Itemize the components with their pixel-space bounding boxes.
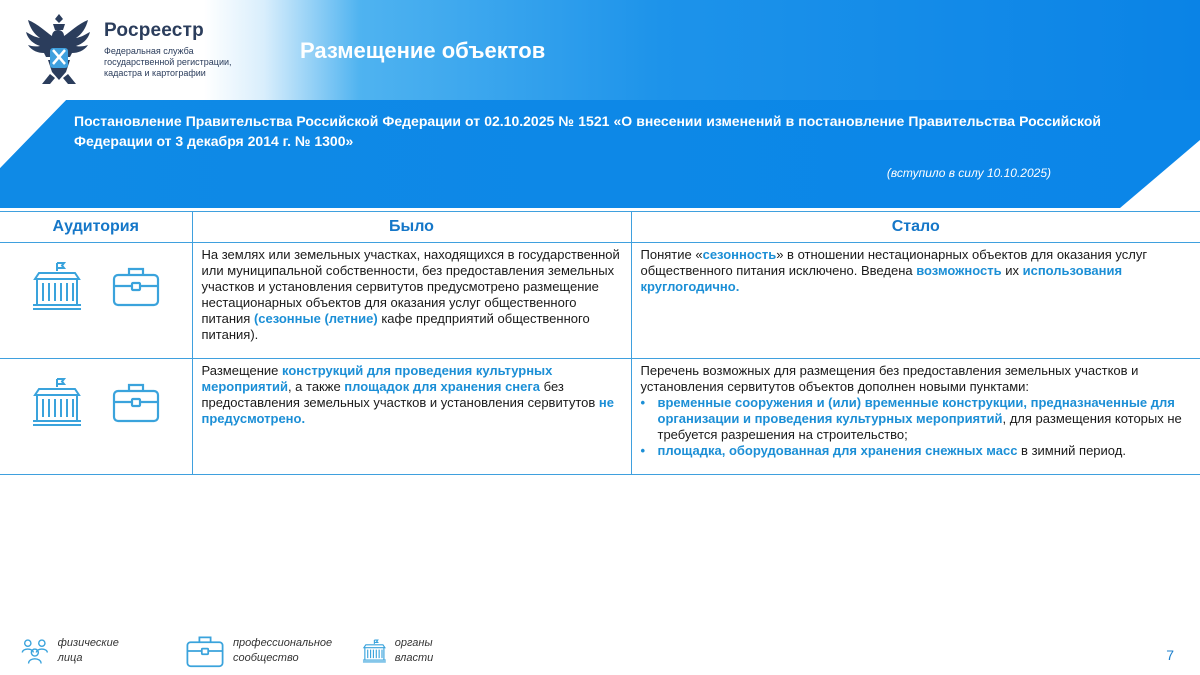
legend-label-individuals: физические лица bbox=[57, 637, 119, 664]
table-header-row bbox=[0, 212, 1200, 243]
was-text: кафе предприятий общественного питания). bbox=[201, 311, 590, 342]
legend-item-authorities bbox=[362, 633, 446, 669]
was-text-2 bbox=[202, 363, 614, 426]
became-highlight: использования круглогодично. bbox=[640, 263, 1123, 294]
decree-block bbox=[0, 100, 1200, 208]
was-highlight: (сезонные (летние) bbox=[253, 311, 378, 326]
was-text-1 bbox=[202, 247, 620, 342]
was-highlight: площадок для хранения снега bbox=[344, 379, 541, 394]
government-building-icon bbox=[362, 633, 387, 669]
government-building-icon bbox=[31, 377, 83, 427]
became-text: их bbox=[1001, 263, 1023, 278]
decree-effective-date: (вступило в силу 10.10.2025) bbox=[886, 166, 1051, 180]
briefcase-icon bbox=[111, 380, 161, 424]
decree-title: Постановление Правительства Российской Федерации от 02.10.2025 № 1521 «О внесении изменений в постановление Правительства Российской Федерации от 3 декабря 2014 г. № 1300» bbox=[74, 113, 1101, 149]
bullet-highlight: временные сооружения и (или) временные конструкции, предназначенные для организации и проведения культурных мероприятий bbox=[657, 395, 1175, 426]
legend-label-authorities: органы власти bbox=[394, 637, 434, 664]
was-text: без предоставления земельных участков и установления сервитутов bbox=[201, 379, 599, 410]
header-became: Стало bbox=[631, 212, 1200, 243]
was-text: , а также bbox=[287, 379, 345, 394]
became-cell-1 bbox=[631, 243, 1200, 359]
table-row bbox=[0, 243, 1200, 359]
became-bullet-1 bbox=[641, 395, 1192, 443]
eagle-emblem-icon bbox=[20, 8, 98, 90]
bullet-text: в зимний период. bbox=[1017, 443, 1126, 458]
became-bullet-2 bbox=[641, 443, 1192, 459]
became-highlight: возможность bbox=[916, 263, 1002, 278]
became-text: Понятие « bbox=[640, 247, 703, 262]
brand-subtitle: Федеральная служба государственной регистрации, кадастра и картографии bbox=[104, 46, 232, 78]
brand-logo bbox=[20, 8, 254, 90]
bullet-text: , для размещения которых не требуется разрешения на строительство; bbox=[657, 411, 1182, 442]
became-text: » в отношении нестационарных объектов для оказания услуг общественного питания исключено. Введена bbox=[640, 247, 1148, 278]
table-row bbox=[0, 359, 1200, 475]
was-cell-2 bbox=[192, 359, 631, 475]
people-icon bbox=[20, 633, 50, 669]
legend-item-individuals bbox=[20, 633, 127, 669]
brand-name: Росреестр bbox=[104, 20, 204, 41]
header-band bbox=[0, 0, 1200, 100]
was-highlight: конструкций для проведения культурных мероприятий bbox=[201, 363, 553, 394]
legend-label-professional: профессиональное сообщество bbox=[233, 637, 333, 664]
briefcase-icon bbox=[111, 264, 161, 308]
was-text: На землях или земельных участках, находящихся в государственной или муниципальной собственности, без предоставления земельных участков и установления сервитутов предусмотрено размещение нестационарных объектов для оказания услуг общественного питания bbox=[201, 247, 620, 326]
government-building-icon bbox=[31, 261, 83, 311]
header-was: Было bbox=[192, 212, 631, 243]
became-bullet-list bbox=[641, 395, 1192, 459]
was-cell-1 bbox=[192, 243, 631, 359]
briefcase-icon bbox=[185, 633, 225, 669]
header-audience: Аудитория bbox=[0, 212, 192, 243]
was-highlight: не предусмотрено. bbox=[201, 395, 614, 426]
audience-cell bbox=[0, 359, 192, 475]
comparison-table bbox=[0, 211, 1200, 475]
legend-item-professional bbox=[185, 633, 343, 669]
became-highlight: сезонность bbox=[702, 247, 777, 262]
became-intro: Перечень возможных для размещения без предоставления земельных участков и установления сервитутов объектов дополнен новыми пунктами: bbox=[640, 363, 1139, 394]
became-cell-2 bbox=[631, 359, 1200, 475]
bullet-highlight: площадка, оборудованная для хранения снежных масс bbox=[657, 443, 1018, 458]
page-number: 7 bbox=[1166, 647, 1174, 663]
page-title: Размещение объектов bbox=[300, 38, 546, 63]
was-text: Размещение bbox=[201, 363, 283, 378]
became-text-1 bbox=[641, 247, 1148, 294]
audience-cell bbox=[0, 243, 192, 359]
